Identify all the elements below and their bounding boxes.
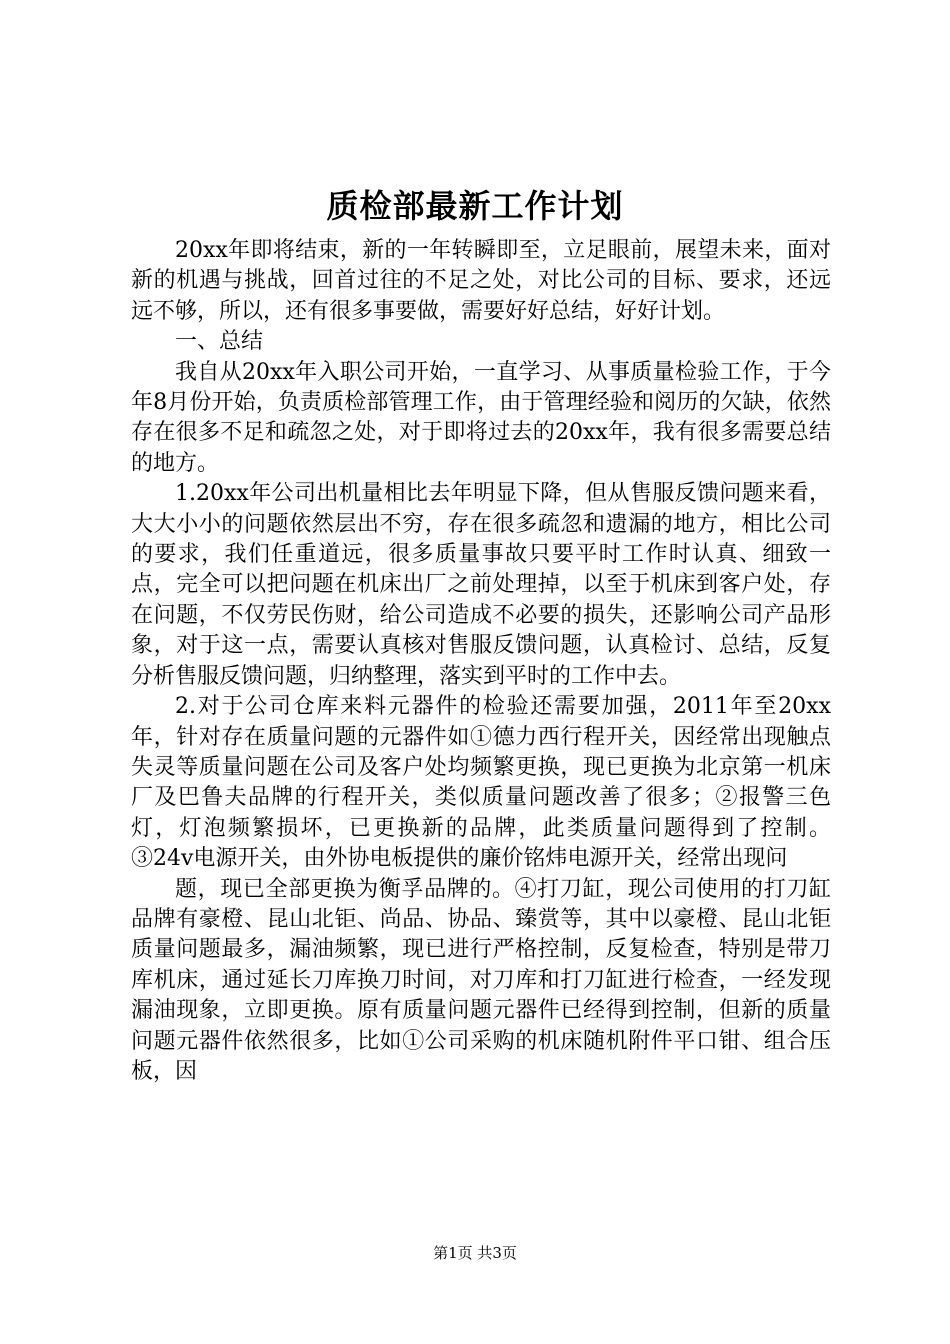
paragraph-intro: 20xx年即将结束，新的一年转瞬即至，立足眼前，展望未来，面对新的机遇与挑战，回首过往的不足之处，对比公司的目标、要求，还远远不够，所以，还有很多事要做，需要好好总结，好好计划。 <box>131 238 831 324</box>
paragraph-item-2: 2.对于公司仓库来料元器件的检验还需要加强，2011年至20xx年，针对存在质量问题的元器件如①德力西行程开关，因经常出现触点失灵等质量问题在公司及客户处均频繁更换，现已更换为北京第一机床厂及巴鲁夫品牌的行程开关，类似质量问题改善了很多；②报警三色灯，灯泡频繁损坏，已更换新的品牌，此类质量问题得到了控制。③24v电源开关，由外协电板提供的廉价铭炜电源开关，经常出现问 <box>131 694 831 872</box>
document-title: 质检部最新工作计划 <box>326 187 624 225</box>
section-heading-summary: 一、总结 <box>175 329 264 355</box>
page-footer: 第1页 共3页 <box>433 1244 517 1262</box>
paragraph-item-1: 1.20xx年公司出机量相比去年明显下降，但从售服反馈问题来看，大大小小的问题依然层出不穷，存在很多疏忽和遗漏的地方，相比公司的要求，我们任重道远，很多质量事故只要平时工作时认真、细致一点，完全可以把问题在机床出厂之前处理掉，以至于机床到客户处，存在问题，不仅劳民伤财，给公司造成不必要的损失，还影响公司产品形象，对于这一点，需要认真核对售服反馈问题，认真检讨、总结，反复分析售服反馈问题，归纳整理，落实到平时的工作中去。 <box>131 481 831 689</box>
paragraph-item-2-continued: 题，现已全部更换为衡孚品牌的。④打刀缸，现公司使用的打刀缸品牌有豪橙、昆山北钜、尚品、协品、臻赏等，其中以豪橙、昆山北钜质量问题最多，漏油频繁，现已进行严格控制，反复检查，特别是带刀库机床，通过延长刀库换刀时间，对刀库和打刀缸进行检查，一经发现漏油现象，立即更换。原有质量问题元器件已经得到控制，但新的质量问题元器件依然很多，比如①公司采购的机床随机附件平口钳、组合压板，因 <box>131 876 831 1084</box>
document-body <box>131 236 831 1087</box>
paragraph-background: 我自从20xx年入职公司开始，一直学习、从事质量检验工作，于今年8月份开始，负责质检部管理工作，由于管理经验和阅历的欠缺，依然存在很多不足和疏忽之处，对于即将过去的20xx年，我有很多需要总结的地方。 <box>131 359 831 476</box>
